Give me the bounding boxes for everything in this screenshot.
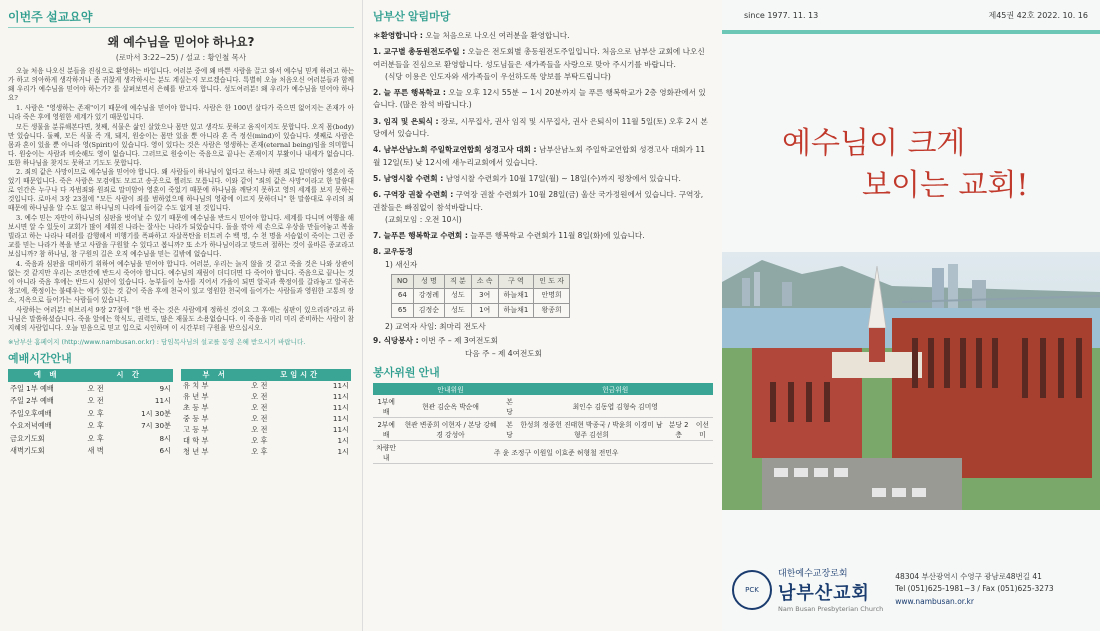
table-row: 수요저녁예배 오 후 7시 30분 — [10, 421, 171, 431]
teal-strip — [722, 30, 1100, 34]
volunteer-title: 봉사위원 안내 — [373, 366, 440, 379]
list-item: 3. 임직 및 은퇴식 : 장로, 시무집사, 권사 임직 및 시무집사, 권사 은퇴식이 11월 5일(토) 오후 2시 본당에서 있습니다. — [373, 116, 708, 139]
list-item: 6. 구역장 권찰 수련회 : 구역장 권찰 수련회가 10월 28일(금) 울산 국가정원에서 있습니다. 구역장, 권찰들은 빠짐없이 참석바랍니다. (교회모임 : 오전 10시) — [373, 190, 704, 224]
slogan-line-1: 예수님이 크게 — [782, 126, 966, 161]
church-name: 남부산교회 — [778, 583, 870, 604]
cover-topbar — [722, 0, 1100, 30]
sermon-panel — [0, 0, 362, 631]
table-row: 65 김정순 성도 1여 하늘채1 왕종희 — [392, 303, 570, 317]
announcements-panel — [362, 0, 722, 631]
list-item: 1. 교구별 총동원전도주일 : 오늘은 전도회별 총동원전도주일입니다. 처음으로 남부산 교회에 나오신 여러분들을 진심으로 환영합니다. 성도님들은 새가족들을 사랑으로 맞아 주시기를 바랍니다. (식당 이용은 인도자와 새가족들이 우선하도록 양보를 부탁드립니다) — [373, 47, 705, 81]
sermon-title: 왜 예수님을 믿어야 하나요? — [107, 35, 255, 49]
since-date: since 1977. 11. 13 — [744, 10, 819, 20]
church-photo — [722, 252, 1100, 510]
new-members-label: 1) 새신자 — [385, 259, 418, 269]
welcome-item — [373, 30, 712, 42]
volunteer-table: 안내위원 헌금위원 1부예배 현관 김순옥 박순애 본당 최인수 김동엽 김형숙 김미영 2부예배 현관 변종희 이현자 / 본당 강혜경 강성아 본당 한성희 정종헌 진태현 박종국 / 박윤희 이경미 남형주 김선희 분당 2층 이선미 차량안내 주 윤 조정구 이원일 이효준 허형철 전민우 — [373, 383, 713, 464]
table-row: 새벽기도회 새 벽 6시 — [10, 446, 171, 456]
phone-fax: Tel (051)625-1981~3 / Fax (051)625-3273 — [895, 584, 1054, 594]
member-news: 8. 교우동정 1) 새신자 NO 성 명 직 분 소 속 구 역 인 도 자 64 강정례 성도 3여 하늘채1 안명희 65 김정순 성도 1여 하늘채1 왕종희 2) 교역자 사임: 최마리 전도사 — [373, 246, 712, 333]
table-row: 주일 2부 예배 오 전 11시 — [10, 396, 171, 406]
table-row: 유 년 부 오 전 11시 — [183, 392, 349, 402]
sermon-paragraph: 2. 죄의 값은 사망이므로 예수님을 믿어야 합니다. 왜 사람들이 하나님이 없다고 하느냐 하면 죄로 말미암아 영혼이 죽었기 때문입니다. 죽은 사람은 모검에도 모르고 송곳으로 찔러도 모릅니다. 이와 같이 "죄의 값은 사망"이라고 한 말씀대로 인간은 누구나 다 자범죄와 원죄로 말미암아 영혼이 죽었기 때문에 하나님을 깨닫지 못하고 영의 세계를 보지 못하는 것입니다. 로마서 3장 23절에 "모든 사람이 죄를 범하였으매 하나님의 영광에 이르지 못하더니" 한 말씀대로 우리의 죄 때문에 하나님을 알 수도 없고 하나님의 나라에 들어갈 수도 없게 된 것입니다. — [8, 168, 354, 213]
table-row: 청 년 부 오 후 1시 — [183, 447, 349, 457]
contact-info — [895, 571, 1053, 608]
table-row: 2부예배 현관 변종희 이현자 / 본당 강혜경 강성아 본당 한성희 정종헌 진태현 박종국 / 박윤희 이경미 남형주 김선희 분당 2층 이선미 — [373, 417, 713, 440]
sermon-paragraph: 3. 예수 믿는 자만이 하나님의 심판을 벗어날 수 있기 때문에 예수님을 반드시 믿어야 합니다. 세계를 다니며 여행을 해보시면 알 수 있듯이 교회가 많이 세워진 나라는 잘사는 나라가 되었습니다. 돌을 깎아 세 손으로 우상을 만들어놓고 복을 빌라고 하는 나라나 테러를 감행해서 비행기를 폭파하고 자살폭탄을 터트려 수 백 명, 수 천 명을 서슴없이 죽이는 그런 종교를 믿는 나라가 복을 받고 사람을 구원할 수 있다고 봅니까? 또 소가 하나님이라고 맞드려 절하는 것이 올바른 종교라고 보십니까? 참 하나님, 참 구원의 길은 오직 예수님을 믿는 길밖에 없습니다. — [8, 214, 354, 259]
table-row: 대 학 부 오 후 1시 — [183, 436, 349, 446]
worship-header: 예 배 — [8, 369, 85, 383]
welcome-text: 오늘 처음으로 나오신 여러분을 환영합니다. — [425, 31, 570, 40]
sermon-section-title: 이번주 설교요약 — [8, 8, 354, 28]
table-row: 차량안내 주 윤 조정구 이원일 이효준 허형철 전민우 — [373, 440, 713, 463]
denomination: 대한예수교장로회 — [778, 569, 848, 579]
list-item: 7. 늘푸른 행복학교 수련회 : 늘푸른 행복학교 수련회가 11월 8일(화)에 있습니다. — [373, 231, 645, 241]
sermon-paragraph: 1. 사람은 "영생하는 존재"이기 때문에 예수님을 믿어야 합니다. 사람은 한 100년 살다가 죽으면 없어지는 존재가 아니라 죽은 후에 영원한 세계가 있기 때문입니다. — [8, 103, 354, 121]
department-header: 부 서 — [181, 369, 249, 381]
news-title: 남부산 알림마당 — [373, 11, 451, 23]
table-row: 고 등 부 오 전 11시 — [183, 425, 349, 435]
table-row: 주일오후예배 오 후 1시 30분 — [10, 408, 171, 418]
sermon-body — [8, 67, 354, 333]
staff-resign: 2) 교역자 사임: 최마리 전도사 — [385, 322, 486, 332]
meal-service: 9. 식당봉사 : 이번 주 – 제 3여전도회 다음 주 – 제 4여전도회 — [373, 336, 542, 358]
new-members-table: NO 성 명 직 분 소 속 구 역 인 도 자 64 강정례 성도 3여 하늘채1 안명희 65 김정순 성도 1여 하늘채1 왕종희 — [391, 274, 570, 318]
church-seal-icon: PCK — [732, 570, 772, 610]
sermon-paragraph: 사랑하는 여러분! 히브리서 9장 27절에 "한 번 죽는 것은 사람에게 정하신 것이요 그 후에는 심판이 있으리라"라고 하나님은 말씀하셨습니다. 죽을 앞에는 학식도, 권력도, 많은 재물도 소용없습니다. 이 죽음을 미리 미리 준비하는 사람이 참 지혜의 사람입니다. 오늘 믿음으로 믿고 입으로 시인하며 이 시간부터 구원을 받으십시오. — [8, 305, 354, 332]
church-identity — [778, 566, 883, 613]
website-link[interactable]: www.nambusan.or.kr — [895, 596, 974, 606]
slogan-line-2: 보이는 교회! — [862, 168, 1029, 203]
table-row: 주일 1부 예배 오 전 9시 — [10, 383, 171, 393]
department-table — [181, 369, 351, 458]
table-row: 금요기도회 오 후 8시 — [10, 433, 171, 443]
sermon-paragraph: 오늘 처음 나오신 분들을 진심으로 환영하는 바입니다. 여러분 중에 왜 바쁜 사람을 끌고 와서 예수님 믿게 하려고 하는가 하고 의아하게 생각하거나 좀 귀찮게 생각하시는 분도 계실는지 모르겠습니다. 특별히 오늘 처음오신 여러분들과 함께 왜 우리가 예수님을 믿어야 하는가? 를 살펴보면서 은혜를 받고자 합니다. 성도여러분! 왜 우리가 예수님을 믿어야 하나요? — [8, 67, 354, 102]
sermon-subtitle: (로마서 3:22~25) / 설교 : 황인철 목사 — [115, 53, 247, 62]
department-header: 모임시간 — [249, 369, 351, 381]
homepage-note: ※남부산 홈페이지 (http://www.nambusan.or.kr) : 담임목사님의 설교를 동영 은혜 받으시기 바랍니다. — [8, 337, 306, 346]
church-name-en: Nam Busan Presbyterian Church — [778, 605, 884, 613]
list-item: 5. 남영시찰 수련회 : 남영시찰 수련회가 10월 17일(월) ~ 18일(수)까지 평창에서 있습니다. — [373, 173, 681, 183]
church-illustration — [722, 252, 1100, 510]
table-row: 64 강정례 성도 3여 하늘채1 안명희 — [392, 289, 570, 303]
cover-panel — [722, 0, 1100, 631]
worship-header: 시 간 — [85, 369, 173, 383]
worship-tables — [8, 369, 354, 458]
issue-info: 제45권 42호 2022. 10. 16 — [988, 10, 1088, 20]
sermon-paragraph: 모든 생물을 분류해본다면, 첫째, 식물은 삶인 살았으나 몸만 있고 생각도 못하고 움직이지도 못합니다. 오직 몸(body)만 있습니다. 둘째, 모든 식물 즉 개, 돼지, 원숭이는 몸만 있을 뿐 아니라 혼 즉 정신(mind)이 있습니다. 셋째로 사람은 몸과 혼이 있을 뿐 아니라 영(Spirit)이 있습니다. 영이 있다는 것은 사람은 영생하는 존재(eternal being)임을 의미합니다. 원숭이는 사람과 비슷해도 영이 없습니다. 그러므로 원숭이는 죽음으로 끝나는 존재이지 부활이나 내세가 없습니다. 또한 하나님을 찾지도 못하고 기도도 못합니다. — [8, 122, 354, 167]
list-item: 2. 늘 푸른 행복학교 : 오늘 오후 12시 55분 ~ 1시 20분까지 늘 푸른 행복학교가 2층 영화관에서 있습니다. (많은 참석 바랍니다.) — [373, 88, 706, 110]
list-item: 4. 남부산남노회 주일학교연합회 성경고사 대회 : 남부산남노회 주일학교연합회 성경고사 대회가 11월 12일(토) 낮 12시에 새누리교회에서 있습니다. — [373, 145, 706, 167]
table-row: 중 등 부 오 전 11시 — [183, 414, 349, 424]
worship-table — [8, 369, 173, 458]
worship-title: 예배시간안내 — [8, 352, 72, 365]
sermon-paragraph: 4. 죽음과 심판을 대비하기 위하여 예수님을 믿어야 합니다. 여러분, 우리는 늙지 않을 것 같고 죽을 것은 나와 상관이 없는 것 같지만 우리는 조만간에 반드시 죽어야 합니다. 예수님의 재림이 더디더면 다 죽어야 합니다. 죽음으로 끝나는 것이 아니라 죽음 후에는 반드시 심판이 있습니다. 농부들이 농사를 지어서 가을이 되면 알곡과 쭉정이를 갈라놓고 알곡은 창고에, 쭉정이는 불태우는 예가 있는 것 같이 죽음 후에 천국이 있고 영원한 천국에 들어가는 사람들과 영원한 고통의 장소, 지옥으로 들어가는 사람들이 있습니다. — [8, 260, 354, 304]
table-row: 1부예배 현관 김순옥 박순애 본당 최인수 김동엽 김형숙 김미영 — [373, 395, 713, 418]
table-row: 초 등 부 오 전 11시 — [183, 403, 349, 413]
sermon-ref: (로마서 3:22~25) — [115, 53, 179, 62]
welcome-head: ＊환영합니다 : — [373, 31, 423, 40]
news-list — [373, 30, 712, 360]
address: 48304 부산광역시 수영구 광남로48번길 41 — [895, 571, 1042, 581]
church-footer — [722, 548, 1100, 631]
sermon-preacher: 설교 : 황인철 목사 — [185, 53, 247, 62]
table-row: 유 치 부 오 전 11시 — [183, 381, 349, 391]
